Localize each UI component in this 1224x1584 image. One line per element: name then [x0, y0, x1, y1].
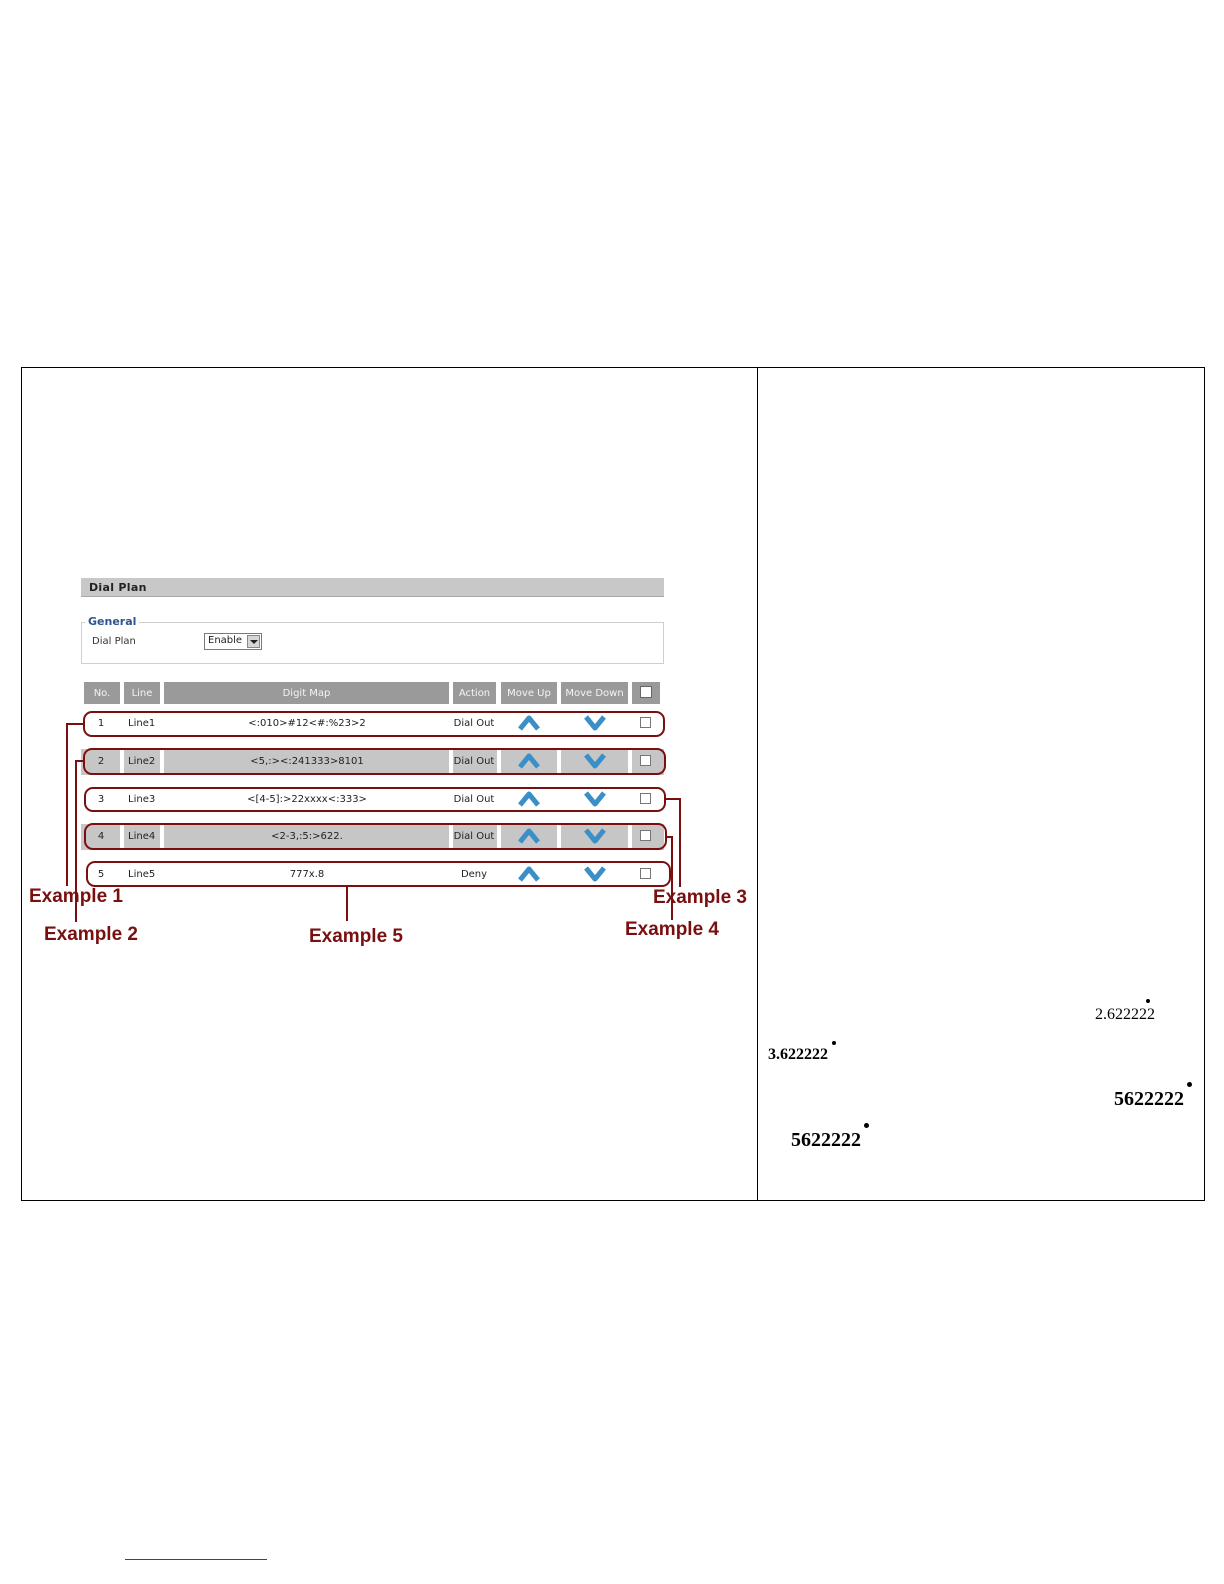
header-action: Action [453, 682, 496, 704]
example-4-outline [84, 823, 667, 850]
select-all-checkbox[interactable] [640, 686, 652, 698]
footer-link-underline[interactable] [125, 1559, 267, 1560]
row-digit-map: <:010>#12<#:%23>2 [248, 718, 366, 729]
row-no: 4 [97, 831, 105, 842]
example-5-leader [346, 887, 348, 921]
value-text-3: 5622222 [1114, 1088, 1184, 1110]
row-no: 1 [97, 718, 105, 729]
row-digit-map: <5,:><:241333>8101 [250, 756, 364, 767]
row-action: Dial Out [453, 794, 495, 805]
chevron-down-icon[interactable] [247, 635, 260, 648]
dial-plan-select-value: Enable [208, 635, 243, 646]
dial-plan-header [81, 578, 664, 597]
repeat-dot [1146, 999, 1150, 1003]
dial-plan-title: Dial Plan [89, 581, 147, 594]
example-3-leader [666, 798, 680, 800]
example-2-label: Example 2 [44, 924, 138, 945]
example-3-leader [679, 798, 681, 887]
repeat-dot [864, 1123, 869, 1128]
row-digit-map: <2-3,:5:>622. [271, 831, 343, 842]
header-no: No. [84, 682, 120, 704]
row-no: 2 [97, 756, 105, 767]
example-3-label: Example 3 [653, 887, 747, 908]
header-digit-map: Digit Map [164, 682, 449, 704]
row-action: Dial Out [453, 756, 495, 767]
row-action: Dial Out [453, 718, 495, 729]
row-no: 3 [97, 794, 105, 805]
row-action: Deny [460, 869, 488, 880]
example-5-outline [86, 861, 671, 887]
row-line: Line4 [128, 831, 156, 842]
row-line: Line1 [128, 718, 156, 729]
row-line: Line5 [128, 869, 156, 880]
example-1-leader [66, 723, 68, 886]
value-text-1: 2.622222 [1095, 1006, 1155, 1023]
general-legend: General [85, 615, 139, 628]
repeat-dot [1187, 1082, 1192, 1087]
row-line: Line3 [128, 794, 156, 805]
example-1-label: Example 1 [29, 886, 123, 907]
row-action: Dial Out [453, 831, 495, 842]
dial-plan-select[interactable] [204, 633, 262, 650]
row-line: Line2 [128, 756, 156, 767]
dial-plan-field-label: Dial Plan [92, 636, 136, 647]
header-move-up: Move Up [501, 682, 557, 704]
column-divider [757, 367, 758, 1201]
header-line: Line [124, 682, 160, 704]
repeat-dot [832, 1041, 836, 1045]
value-text-2: 3.622222 [768, 1046, 828, 1063]
general-fieldset [81, 622, 664, 664]
value-text-4: 5622222 [791, 1129, 861, 1151]
header-move-down: Move Down [561, 682, 628, 704]
example-1-outline [83, 711, 665, 737]
example-4-label: Example 4 [625, 919, 719, 940]
example-1-leader [66, 723, 83, 725]
example-3-outline [84, 787, 666, 812]
row-digit-map: <[4-5]:>22xxxx<:333> [247, 794, 367, 805]
row-no: 5 [97, 869, 105, 880]
example-2-outline [83, 748, 666, 775]
example-5-label: Example 5 [309, 926, 403, 947]
outer-table-frame [21, 367, 1205, 1201]
row-digit-map: 777x.8 [289, 869, 325, 880]
